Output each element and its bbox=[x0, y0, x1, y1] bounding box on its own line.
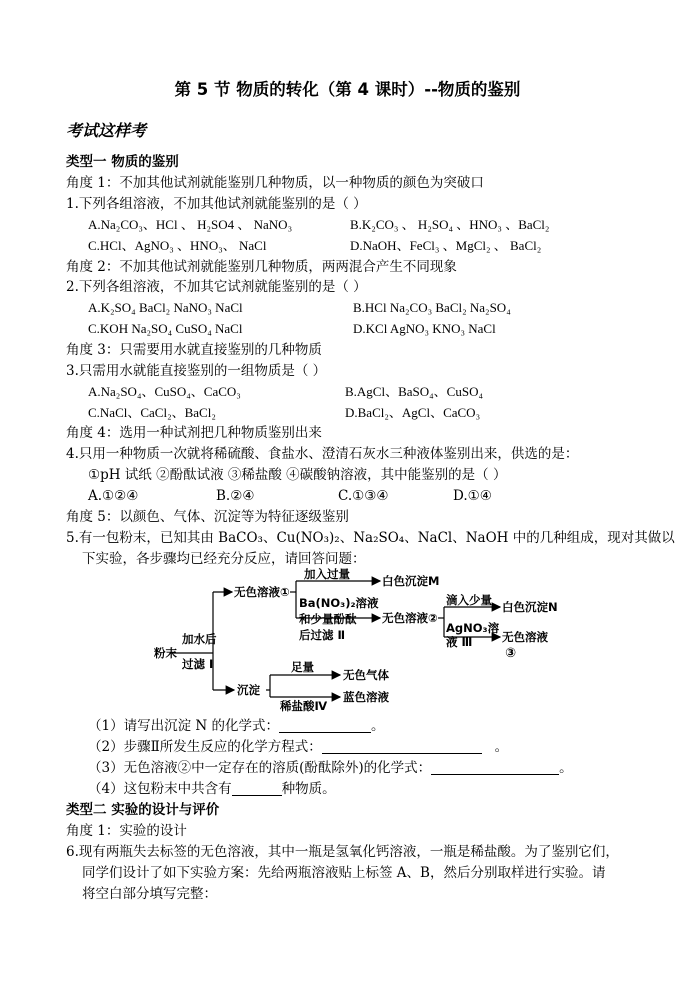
q1-option-a: A.Na₂CO₃、HCl 、 H₂SO4 、 NaNO₃ bbox=[88, 217, 293, 232]
q3-option-c: C.NaCl、CaCl₂、BaCl₂ bbox=[88, 405, 216, 420]
label-reagent2-l1: Ba(NO₃)₂溶液 bbox=[299, 596, 379, 610]
q2-option-b: B.HCl Na₂CO₃ BaCl₂ Na₂SO₄ bbox=[353, 300, 511, 315]
question6-line1: 6.现有两瓶失去标签的无色溶液，其中一瓶是氢氧化钙溶液，一瓶是稀盐酸。为了鉴别它们， bbox=[66, 844, 619, 860]
q4-option-d: D.①④ bbox=[453, 488, 492, 504]
angle3: 角度 3：只需要用水就直接鉴别的几种物质 bbox=[66, 342, 322, 358]
answer-blank-2[interactable] bbox=[322, 739, 482, 754]
angle5: 角度 5：以颜色、气体、沉淀等为特征逐级鉴别 bbox=[66, 509, 349, 525]
answer-blank-3[interactable] bbox=[431, 760, 559, 775]
question6-line2: 同学们设计了如下实验方案：先给两瓶溶液贴上标签 A、B，然后分别取样进行实验。请 bbox=[82, 865, 606, 881]
label-dilute-hcl: 稀盐酸Ⅳ bbox=[280, 699, 328, 713]
node-precipitate: 沉淀 bbox=[237, 683, 260, 697]
answer-blank-4[interactable] bbox=[232, 781, 282, 796]
node-white-precip-n: 白色沉淀N bbox=[502, 600, 558, 614]
node-powder: 粉末 bbox=[154, 646, 177, 660]
q3-option-a: A.Na₂SO₄、CuSO₄、CaCO₃ bbox=[88, 384, 241, 399]
subquestion4: （4）这包粉末中共含有 种物质。 bbox=[88, 781, 336, 797]
question6-line3: 将空白部分填写完整： bbox=[82, 886, 217, 902]
q4-choices: ①pH 试纸 ②酚酞试液 ③稀盐酸 ④碳酸钠溶液，其中能鉴别的是（ ） bbox=[88, 467, 507, 483]
label-reagent2-l3: 后过滤 Ⅱ bbox=[299, 628, 346, 642]
node-blue-solution: 蓝色溶液 bbox=[343, 690, 389, 704]
page-title: 第 5 节 物质的转化（第 4 课时）--物质的鉴别 bbox=[174, 80, 521, 99]
q4-option-c: C.①③④ bbox=[338, 488, 389, 504]
question4: 4.只用一种物质一次就将稀硫酸、食盐水、澄清石灰水三种液体鉴别出来，供选的是： bbox=[66, 446, 579, 462]
q1-option-d: D.NaOH、FeCl₃ 、MgCl₂ 、 BaCl₂ bbox=[350, 238, 542, 253]
angle1: 角度 1：不加其他试剂就能鉴别几种物质，以一种物质的颜色为突破口 bbox=[66, 175, 484, 191]
q1-option-b: B.K₂CO₃ 、 H₂SO₄ 、HNO₃ 、BaCl₂ bbox=[350, 217, 550, 232]
label-filter-1: 过滤 Ⅰ bbox=[182, 657, 214, 671]
q4-option-a: A.①②④ bbox=[88, 488, 139, 504]
node-sol2: 无色溶液② bbox=[382, 611, 438, 625]
q4-option-b: B.②④ bbox=[216, 488, 255, 504]
section-heading: 考试这样考 bbox=[66, 121, 147, 140]
q2-option-d: D.KCl AgNO₃ KNO₃ NaCl bbox=[353, 321, 496, 336]
label-reagent2-l2: 和少量酚酞 bbox=[299, 612, 357, 626]
label-reagent3-l1: AgNO₃溶 bbox=[446, 621, 500, 635]
node-colorless-gas: 无色气体 bbox=[343, 668, 389, 682]
subquestion2: （2）步骤Ⅱ所发生反应的化学方程式： 。 bbox=[88, 739, 509, 755]
node-sol3-number: ③ bbox=[505, 646, 517, 661]
node-sol1: 无色溶液① bbox=[234, 585, 290, 599]
label-enough: 足量 bbox=[291, 660, 314, 674]
q3-option-b: B.AgCl、BaSO₄、CuSO₄ bbox=[345, 384, 484, 399]
q1-option-c: C.HCl、AgNO₃ 、HNO₃、 NaCl bbox=[88, 238, 267, 253]
type1-heading: 类型一 物质的鉴别 bbox=[66, 154, 179, 170]
label-add-little: 滴入少量 bbox=[446, 593, 492, 607]
question2: 2.下列各组溶液，不加其它试剂就能鉴别的是（ ） bbox=[66, 279, 367, 295]
node-white-precip-m: 白色沉淀M bbox=[382, 574, 440, 588]
question5-line1: 5.有一包粉末，已知其由 BaCO₃、Cu(NO₃)₂、Na₂SO₄、NaCl、NaOH 中的几种组成，现对其做以 bbox=[66, 530, 675, 546]
angle4: 角度 4：选用一种试剂把几种物质鉴别出来 bbox=[66, 425, 322, 441]
label-add-excess: 加入过量 bbox=[304, 567, 350, 581]
question3: 3.只需用水就能直接鉴别的一组物质是（ ） bbox=[66, 363, 327, 379]
type2-heading: 类型二 实验的设计与评价 bbox=[66, 802, 220, 818]
subquestion3: （3）无色溶液②中一定存在的溶质(酚酞除外)的化学式： 。 bbox=[88, 760, 573, 776]
question5-line2: 下实验，各步骤均已经充分反应，请回答问题： bbox=[82, 551, 366, 567]
label-add-water: 加水后 bbox=[182, 632, 217, 646]
q3-option-d: D.BaCl₂、AgCl、CaCO₃ bbox=[345, 405, 481, 420]
label-reagent3-l2: 液 Ⅲ bbox=[446, 635, 473, 649]
angle-b1: 角度 1：实验的设计 bbox=[66, 823, 187, 839]
question1: 1.下列各组溶液，不加其他试剂就能鉴别的是（ ） bbox=[66, 196, 367, 212]
answer-blank-1[interactable] bbox=[279, 718, 371, 733]
q2-option-a: A.K₂SO₄ BaCl₂ NaNO₃ NaCl bbox=[88, 300, 243, 315]
q2-option-c: C.KOH Na₂SO₄ CuSO₄ NaCl bbox=[88, 321, 243, 336]
node-sol3: 无色溶液 bbox=[502, 630, 548, 644]
angle2: 角度 2：不加其他试剂就能鉴别几种物质，两两混合产生不同现象 bbox=[66, 259, 457, 275]
subquestion1: （1）请写出沉淀 N 的化学式： 。 bbox=[88, 718, 385, 734]
